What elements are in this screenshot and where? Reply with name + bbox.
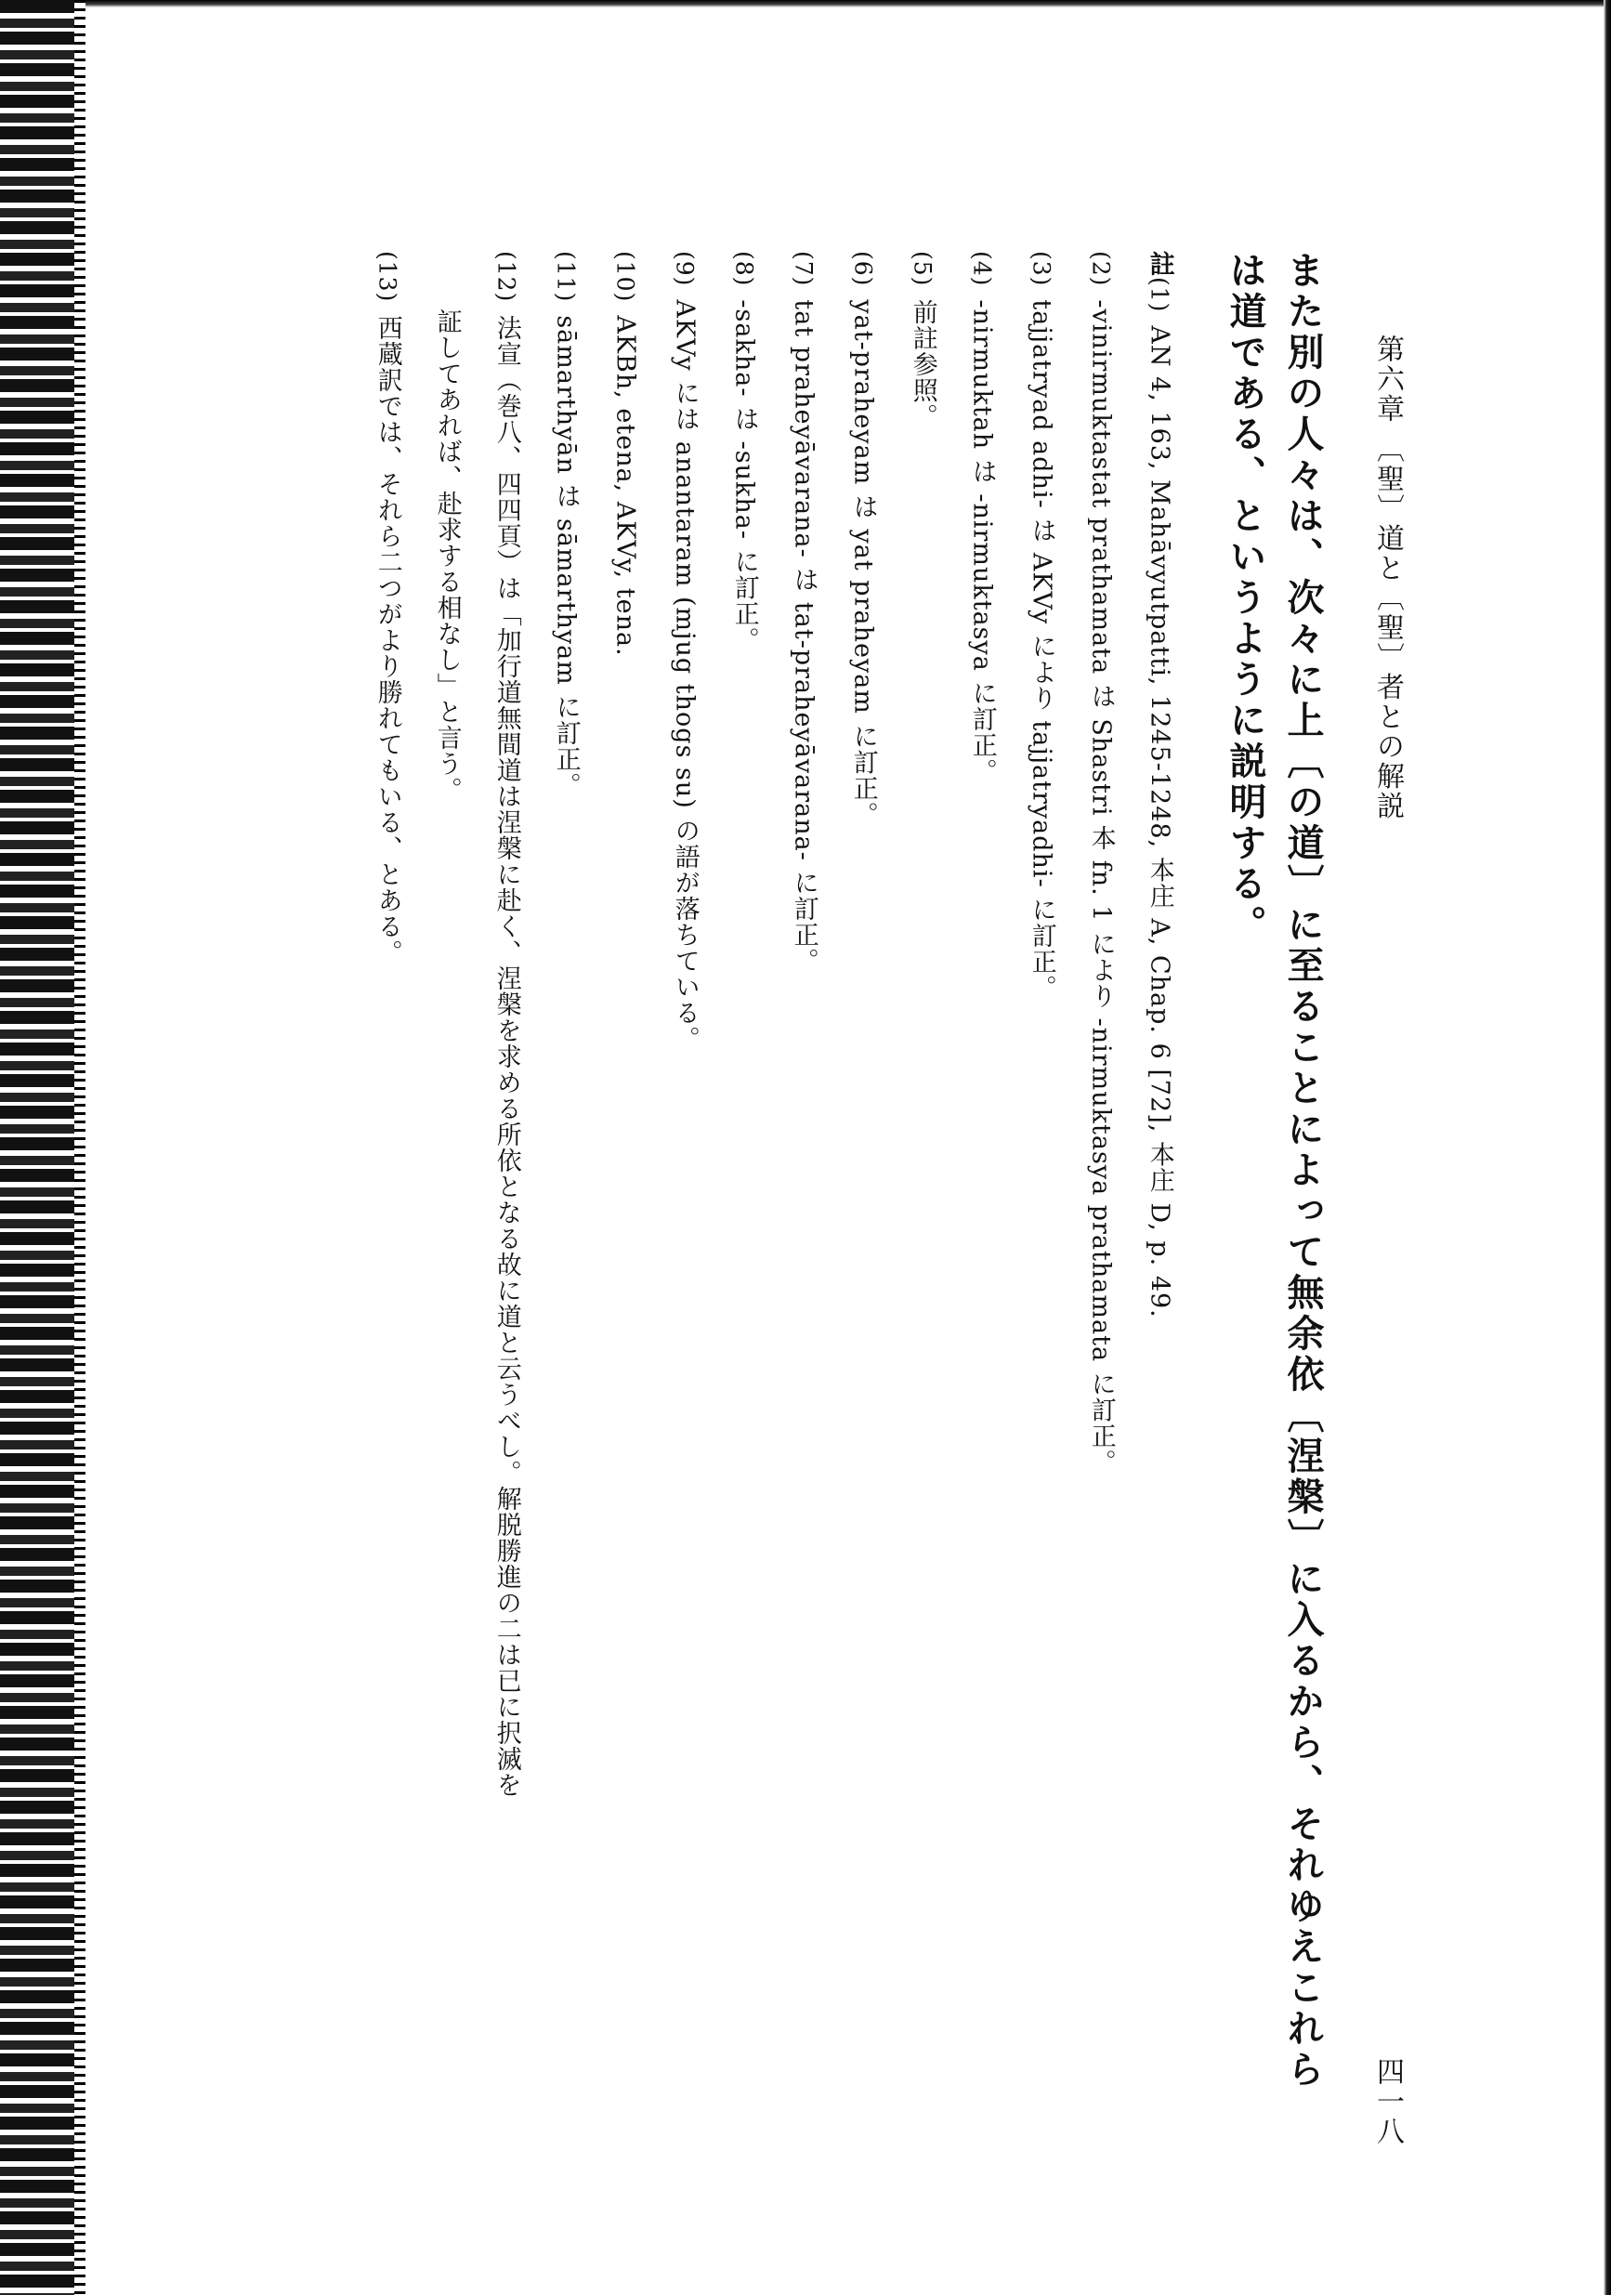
note-8 [730, 251, 758, 653]
scanned-page-edge-right [1604, 0, 1611, 2295]
note-13 [373, 251, 401, 965]
note-number: (12) [492, 251, 520, 303]
note-text: tat praheyāvarana- は tat-praheyāvarana- に訂正。 [789, 299, 819, 975]
scanned-page-edge-top [85, 0, 1604, 7]
main-text-line-2: は道である、というように説明する。 [1224, 251, 1267, 946]
note-4 [968, 251, 996, 784]
page-number: 四一八 [1371, 2057, 1404, 2146]
note-text: AKVy には anantaram (mjug thogs su) の語が落ちている。 [670, 299, 700, 1053]
note-12 [492, 251, 520, 1798]
note-7 [790, 251, 818, 974]
chapter-title: 第六章 〔聖〕道と〔聖〕者との解説 [1371, 334, 1404, 821]
note-text: tajjatryad adhi- は AKVy により tajjatryadhi- に訂正。 [1027, 299, 1056, 1002]
note-text: 証してあれば、赴求する相なし」と言う。 [432, 308, 462, 803]
note-text: 法宣（巻八、四四頁）は「加行道無間道は涅槃に赴く、涅槃を求める所依となる故に道と云うべし。解脱勝進の二は已に択滅を [491, 315, 521, 1799]
note-number: (6) [849, 251, 877, 287]
note-number: (9) [671, 251, 699, 287]
note-11 [552, 251, 580, 798]
main-text-line-1: また別の人々は、次々に上〔の道〕に至ることによって無余依〔涅槃〕に入るから、それゆえこれら [1281, 251, 1325, 2091]
note-number: (5) [909, 251, 936, 287]
notes-label: 註 [1145, 251, 1174, 277]
note-12-continuation [433, 251, 461, 803]
note-text: yat-praheyam は yat praheyam に訂正。 [848, 299, 878, 828]
note-number: (8) [730, 251, 758, 287]
note-text: AN 4, 163, Mahāvyutpatti, 1245-1248, 本庄 A, Chap. 6 [72], 本庄 D, p. 49. [1145, 325, 1174, 1318]
note-number: (3) [1028, 251, 1055, 287]
note-text: -sakha- は -sukha- に訂正。 [729, 299, 759, 653]
note-number: (4) [968, 251, 996, 287]
note-text: -vinirmuktastat prathamata は Shastri 本 fn. 1 により -nirmuktasya prathamata に訂正。 [1086, 299, 1116, 1475]
note-10 [611, 251, 639, 657]
note-text: AKBh, etena, AKVy, tena. [610, 315, 640, 657]
note-9 [671, 251, 699, 1052]
note-text: 前註参照。 [908, 299, 937, 430]
scanned-binding-edge [0, 0, 74, 2295]
note-text: sāmarthyān は sāmarthyam に訂正。 [551, 315, 581, 799]
note-3 [1028, 251, 1055, 1001]
note-text: 西蔵訳では、それら二つがより勝れてもいる、とある。 [373, 315, 402, 966]
running-header [1352, 334, 1408, 2146]
note-number: (7) [790, 251, 818, 287]
note-number: (10) [611, 251, 639, 303]
note-5 [909, 251, 936, 429]
note-2 [1087, 251, 1115, 1475]
note-number: (13) [373, 251, 401, 303]
note-1 [1146, 251, 1173, 1318]
note-6 [849, 251, 877, 828]
note-text: -nirmuktah は -nirmuktasya に訂正。 [967, 299, 997, 785]
note-number: (11) [552, 251, 580, 303]
note-number: (2) [1087, 251, 1115, 287]
note-number: (1) [1146, 277, 1173, 313]
